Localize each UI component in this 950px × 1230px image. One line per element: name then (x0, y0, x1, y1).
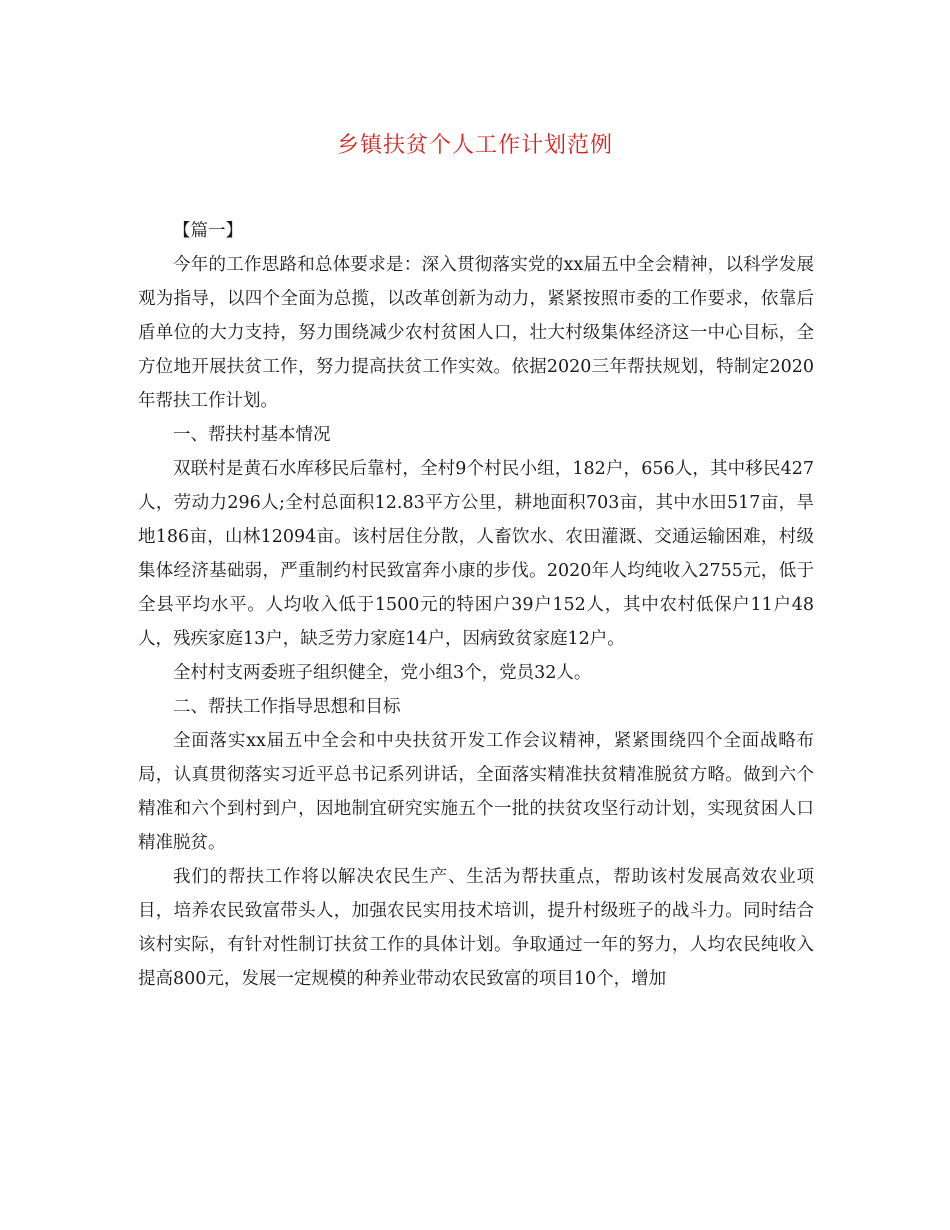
document-title: 乡镇扶贫个人工作计划范例 (336, 133, 613, 158)
section-label: 【篇一】 (173, 221, 243, 241)
paragraph-village-info: 双联村是黄石水库移民后靠村，全村9个村民小组，182户，656人，其中移民427人，劳动力296人;全村总面积12.83平方公里，耕地面积703亩，其中水田517亩，旱地186亩，山林12094亩。该村居住分散，人畜饮水、农田灌溉、交通运输困难，村级集体经济基础弱，严重制约村民致富奔小康的步伐。2020年人均纯收入2755元，低于全县平均水平。人均收入低于1500元的特困户39户152人，其中农村低保户11户48人，残疾家庭13户，缺乏劳力家庭14户，因病致贫家庭12户。 (138, 459, 814, 649)
paragraph-party-info: 全村村支两委班子组织健全，党小组3个，党员32人。 (173, 663, 592, 683)
section-heading-2: 二、帮扶工作指导思想和目标 (173, 697, 401, 717)
paragraph-goals: 我们的帮扶工作将以解决农民生产、生活为帮扶重点，帮助该村发展高效农业项目，培养农民致富带头人，加强农民实用技术培训，提升村级班子的战斗力。同时结合该村实际，有针对性制订扶贫工作的具体计划。争取通过一年的努力，人均农民纯收入提高800元，发展一定规模的种养业带动农民致富的项目10个，增加 (138, 867, 814, 989)
paragraph-guiding-thought: 全面落实xx届五中全会和中央扶贫开发工作会议精神，紧紧围绕四个全面战略布局，认真贯彻落实习近平总书记系列讲话，全面落实精准扶贫精准脱贫方略。做到六个精准和六个到村到户，因地制宜研究实施五个一批的扶贫攻坚行动计划，实现贫困人口精准脱贫。 (138, 731, 814, 853)
document-body (138, 214, 814, 996)
paragraph-intro: 今年的工作思路和总体要求是：深入贯彻落实党的xx届五中全会精神，以科学发展观为指导，以四个全面为总揽，以改革创新为动力，紧紧按照市委的工作要求，依靠后盾单位的大力支持，努力围绕减少农村贫困人口，壮大村级集体经济这一中心目标，全方位地开展扶贫工作，努力提高扶贫工作实效。依据2020三年帮扶规划，特制定2020年帮扶工作计划。 (138, 255, 814, 411)
section-heading-1: 一、帮扶村基本情况 (173, 425, 331, 445)
